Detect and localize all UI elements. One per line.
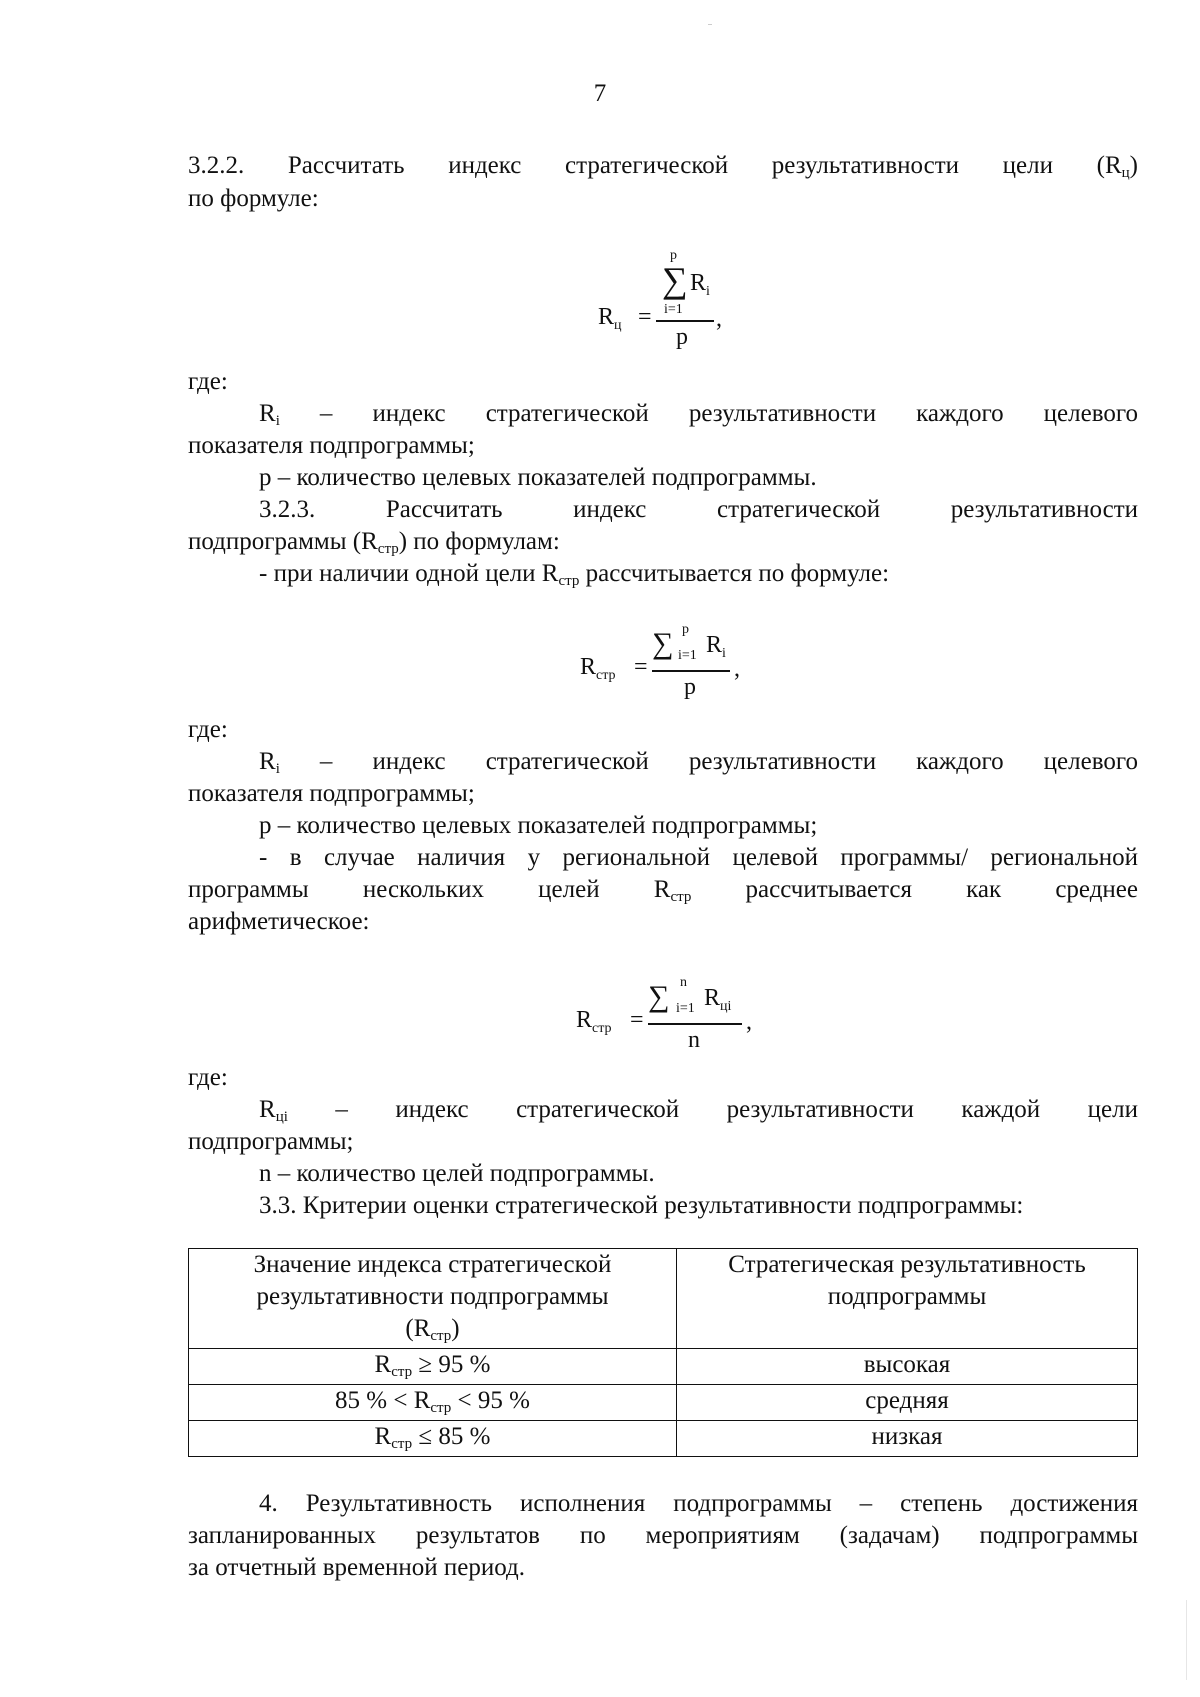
sum-term: $R_i$ [690, 270, 710, 299]
sum-term: $R_{цi}$ [704, 985, 732, 1014]
equals-sign: = [634, 654, 648, 680]
section-4-line3: за отчетный временной период. [188, 1554, 526, 1581]
multi-goal-line2: программы нескольких целей Rстр рассчитывается как среднее [188, 876, 1138, 905]
sigma-symbol: ∑ [662, 260, 688, 300]
table-row [189, 1421, 1138, 1457]
equals-sign: = [638, 304, 652, 330]
where-label-3: где: [188, 1064, 228, 1091]
criteria-table [188, 1248, 1138, 1457]
ri-definition-2-line2: показателя подпрограммы; [188, 780, 475, 807]
table-cell-condition: Rстр ≤ 85 % [189, 1421, 677, 1457]
table-cell-condition: 85 % < Rстр < 95 % [189, 1385, 677, 1421]
formula-lhs: $R_ц$ [598, 304, 622, 333]
sum-lower-limit: i=1 [676, 1001, 695, 1016]
section-3-2-3-line2: подпрограммы (Rстр) по формулам: [188, 528, 560, 557]
table-cell-level: высокая [677, 1349, 1138, 1385]
section-3-2-2-line2: по формуле: [188, 185, 319, 212]
equals-sign: = [630, 1007, 644, 1033]
n-definition: n – количество целей подпрограммы. [259, 1160, 655, 1187]
scan-edge-artifact [1186, 1600, 1187, 1680]
fraction-bar [656, 320, 714, 322]
multi-goal-line3: арифметическое: [188, 908, 370, 935]
sum-term: $R_i$ [706, 632, 726, 661]
sum-upper-limit: n [680, 975, 687, 990]
sum-lower-limit: i=1 [664, 302, 683, 317]
section-3-2-3-line1: 3.2.3. Рассчитать индекс стратегической результативности [259, 496, 1138, 523]
multi-goal-line1: - в случае наличия у региональной целевой программы/ региональной [259, 844, 1138, 871]
denominator: p [676, 324, 688, 350]
denominator: p [684, 674, 696, 700]
formula-lhs: $R_{стр}$ [576, 1007, 612, 1036]
scan-artifact [708, 24, 712, 25]
section-3-2-3-line3: - при наличии одной цели Rстр рассчитывается по формуле: [259, 560, 890, 589]
section-3-2-2-line1: 3.2.2. Рассчитать индекс стратегической результативности цели (Rц) [188, 152, 1138, 181]
ri-definition-line1: Ri – индекс стратегической результативности каждого целевого [259, 400, 1138, 429]
rci-definition-line1: Rцi – индекс стратегической результативности каждой цели [259, 1096, 1138, 1125]
table-cell-level: низкая [677, 1421, 1138, 1457]
formula-multi-goal [576, 975, 766, 1065]
table-cell-condition: Rстр ≥ 95 % [189, 1349, 677, 1385]
table-header-effectiveness: Стратегическая результативность подпрограммы [677, 1249, 1138, 1349]
page-number: 7 [593, 80, 607, 107]
table-row [189, 1349, 1138, 1385]
where-label-2: где: [188, 716, 228, 743]
fraction-bar [652, 670, 730, 672]
section-4-line1: 4. Результативность исполнения подпрограммы – степень достижения [259, 1490, 1138, 1517]
ri-definition-line2: показателя подпрограммы; [188, 432, 475, 459]
formula-comma: , [734, 656, 740, 682]
sum-upper-limit: p [682, 622, 689, 637]
table-row [189, 1385, 1138, 1421]
formula-lhs: $R_{стр}$ [580, 654, 616, 683]
section-3-3: 3.3. Критерии оценки стратегической результативности подпрограммы: [259, 1192, 1024, 1219]
denominator: n [688, 1027, 700, 1053]
table-header-index: Значение индекса стратегической результативности подпрограммы (Rстр) [189, 1249, 677, 1349]
formula-single-goal [580, 622, 760, 712]
p-definition-2: p – количество целевых показателей подпрограммы; [259, 812, 818, 839]
rci-definition-line2: подпрограммы; [188, 1128, 354, 1155]
table-cell-level: средняя [677, 1385, 1138, 1421]
fraction-bar [648, 1023, 742, 1025]
sum-lower-limit: i=1 [678, 648, 697, 663]
table-header-row [189, 1249, 1138, 1349]
formula-goal-index [590, 248, 730, 358]
where-label-1: где: [188, 368, 228, 395]
sigma-symbol: ∑ [648, 980, 670, 1013]
sigma-symbol: ∑ [652, 627, 674, 660]
p-definition: p – количество целевых показателей подпрограммы. [259, 464, 817, 491]
ri-definition-2-line1: Ri – индекс стратегической результативности каждого целевого [259, 748, 1138, 777]
sum-upper-limit: p [670, 248, 677, 263]
formula-comma: , [716, 306, 722, 332]
section-4-line2: запланированных результатов по мероприятиям (задачам) подпрограммы [188, 1522, 1138, 1549]
formula-comma: , [746, 1009, 752, 1035]
